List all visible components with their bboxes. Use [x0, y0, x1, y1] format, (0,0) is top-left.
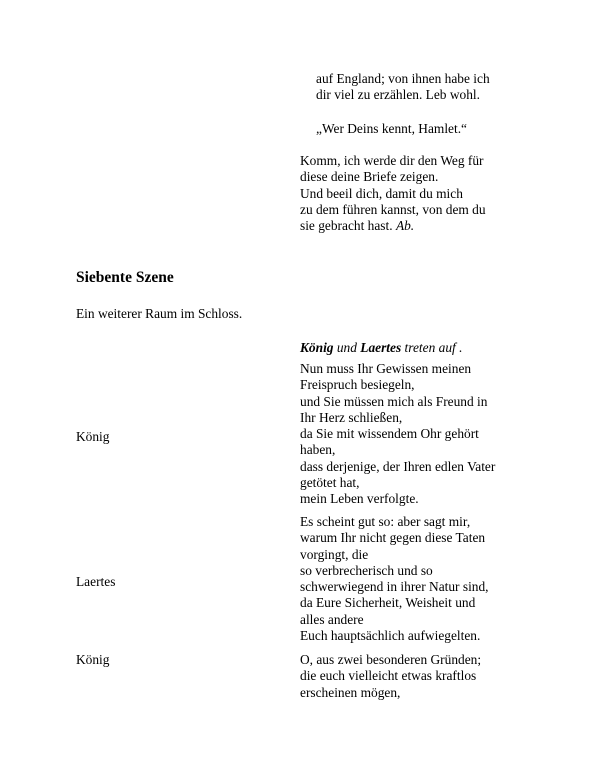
text-line: und Sie müssen mich als Freund in — [300, 393, 488, 409]
stage-direction-entrance — [300, 340, 462, 356]
text-line: Es scheint gut so: aber sagt mir, — [300, 514, 471, 529]
stage-direction-exit: Ab. — [395, 218, 415, 234]
speech-block — [300, 361, 540, 508]
text-line: dir viel zu erzählen. Leb wohl. — [316, 87, 480, 103]
text-line: da Eure Sicherheit, Weisheit und — [300, 595, 476, 611]
scene-setting: Ein weiterer Raum im Schloss. — [76, 306, 243, 321]
text-line: O, aus zwei besonderen Gründen; — [300, 652, 482, 667]
text-line: haben, — [300, 442, 336, 458]
text-line: die euch vielleicht etwas kraftlos — [300, 668, 477, 684]
text-span: und — [333, 340, 361, 355]
text-line: getötet hat, — [300, 475, 360, 491]
text-line: erscheinen mögen, — [300, 684, 401, 700]
text-line: dass derjenige, der Ihren edlen Vater — [300, 458, 496, 474]
scene-title: Siebente Szene — [76, 269, 174, 286]
text-line — [300, 218, 540, 234]
text-line: vorgingt, die — [300, 546, 369, 562]
text-span: sie gebracht hast. — [300, 218, 396, 234]
text-line: mein Leben verfolgte. — [300, 491, 419, 507]
text-span: treten auf . — [401, 340, 463, 355]
text-line: auf England; von ihnen habe ich — [316, 71, 490, 86]
speech-block — [300, 153, 540, 234]
text-line: Nun muss Ihr Gewissen meinen — [300, 361, 472, 376]
speaker-name: Laertes — [76, 574, 116, 589]
text-line: Euch hauptsächlich aufwiegelten. — [300, 628, 481, 644]
text-line: warum Ihr nicht gegen diese Taten — [300, 530, 486, 546]
text-line: Und beeil dich, damit du mich — [300, 185, 463, 201]
text-line: Ihr Herz schließen, — [300, 409, 403, 425]
letter-closing — [316, 71, 556, 104]
text-line: Komm, ich werde dir den Weg für — [300, 153, 484, 168]
text-line: alles andere — [300, 611, 364, 627]
letter-signature: „Wer Deins kennt, Hamlet.“ — [316, 121, 467, 136]
text-line: diese deine Briefe zeigen. — [300, 169, 439, 185]
text-line: zu dem führen kannst, von dem du — [300, 201, 486, 217]
text-line: schwerwiegend in ihrer Natur sind, — [300, 579, 489, 595]
text-line: da Sie mit wissendem Ohr gehört — [300, 426, 479, 442]
speech-block — [300, 514, 540, 644]
speaker-name: König — [76, 429, 110, 444]
text-line: Freispruch besiegeln, — [300, 377, 415, 393]
speech-block — [300, 652, 540, 701]
character-name: König — [300, 340, 334, 355]
text-line: so verbrecherisch und so — [300, 562, 433, 578]
speaker-name: König — [76, 652, 110, 667]
character-name: Laertes — [360, 340, 402, 355]
